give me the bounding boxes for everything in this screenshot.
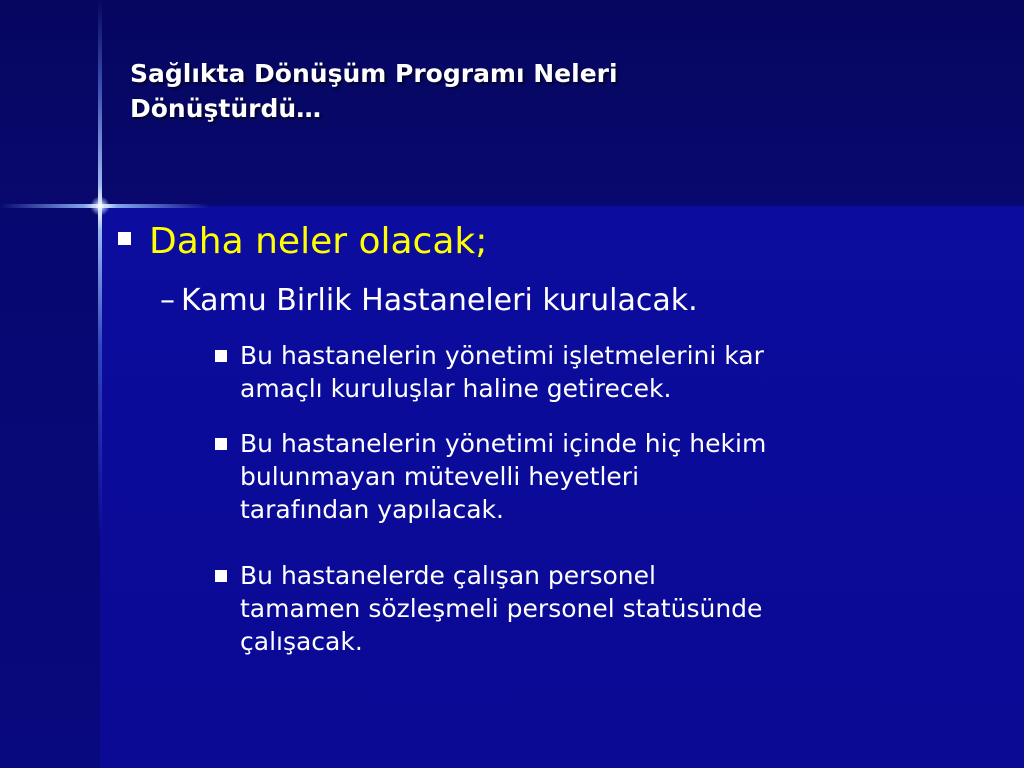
square-bullet-icon [118,232,131,245]
bullet-line: Bu hastanelerin yönetimi içinde hiç hekim [240,429,767,458]
slide-title-line-2: Dönüştürdü… [130,94,322,123]
bullet-line: Bu hastanelerin yönetimi işletmelerini kar [240,341,764,370]
bullet-level-3-text [240,427,880,526]
dash-bullet: – [160,283,175,318]
bullet-level-1-text: Daha neler olacak [149,221,476,262]
slide-title [130,56,890,126]
bullet-level-3-text [240,339,880,405]
bullet-line: bulunmayan mütevelli heyetleri [240,462,640,491]
light-flare-icon [90,196,110,216]
bullet-line: Bu hastanelerde çalışan personel [240,561,656,590]
bullet-level-3-item [215,559,905,658]
square-bullet-icon [215,350,227,362]
square-bullet-icon [215,570,227,582]
bullet-line: çalışacak. [240,627,363,656]
left-band [0,206,100,768]
bullet-level-3-item [215,427,905,526]
square-bullet-icon [215,438,227,450]
bullet-level-3-text [240,559,880,658]
bullet-level-1-suffix: ; [475,221,488,262]
bullet-line: tarafından yapılacak. [240,495,504,524]
bullet-line: tamamen sözleşmeli personel statüsünde [240,594,763,623]
bullet-level-2 [160,281,698,321]
bullet-level-3-item [215,339,905,405]
slide-title-line-1: Sağlıkta Dönüşüm Programı Neleri [130,59,618,88]
bullet-line: amaçlı kuruluşlar haline getirecek. [240,374,672,403]
light-flare-vertical [98,0,102,768]
bullet-level-1 [118,218,487,266]
bullet-level-2-text: Kamu Birlik Hastaneleri kurulacak. [181,283,698,318]
